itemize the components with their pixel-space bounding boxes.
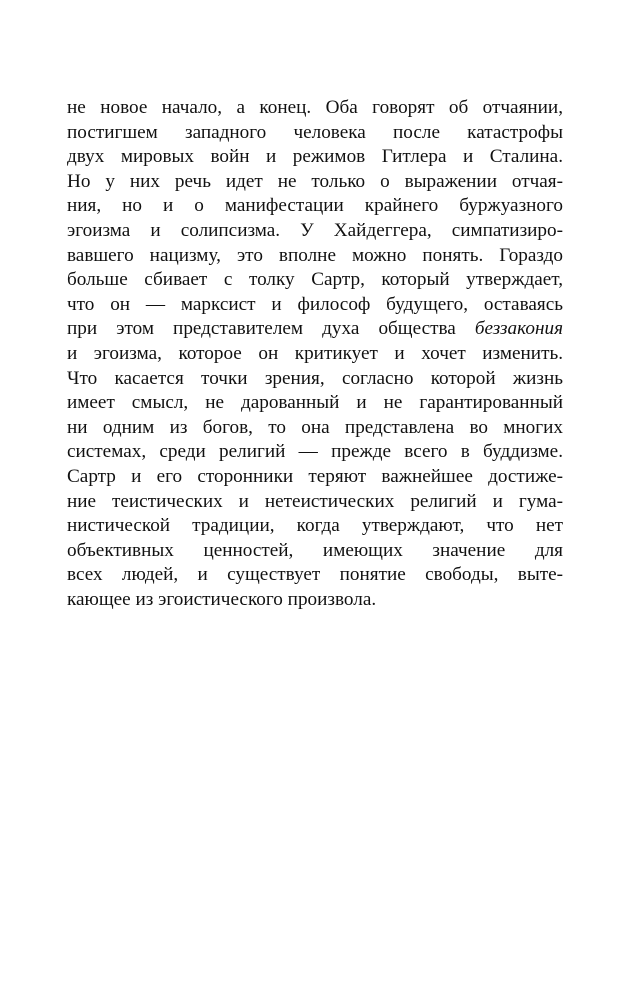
text-line: постигшем западного человека после катастрофы <box>67 121 563 143</box>
text-line: объективных ценностей, имеющих значение для <box>67 539 563 561</box>
text-line: ния, но и о манифестации крайнего буржуазного <box>67 195 563 217</box>
text-line: Но у них речь идет не только о выражении отчая- <box>67 170 563 192</box>
text-line-last: кающее из эгоистического произвола. <box>67 588 377 610</box>
text-line: и эгоизма, которое он критикует и хочет изменить. <box>67 342 563 364</box>
text-line: Сартр и его сторонники теряют важнейшее достиже- <box>67 465 563 487</box>
text-line: эгоизма и солипсизма. У Хайдеггера, симпатизиро- <box>67 219 563 241</box>
text-line: всех людей, и существует понятие свободы, выте- <box>67 564 563 586</box>
text-line: вавшего нацизму, это вполне можно понять. Гораздо <box>67 244 563 266</box>
text-line: двух мировых войн и режимов Гитлера и Сталина. <box>67 146 563 168</box>
text-line: ни одним из богов, то она представлена во многих <box>67 416 563 438</box>
text-segment: при этом представителем духа общества <box>67 318 456 340</box>
body-text <box>67 96 563 612</box>
text-line: больше сбивает с толку Сартр, который утверждает, <box>67 269 563 291</box>
text-line <box>67 317 563 342</box>
text-line: ние теистических и нетеистических религий и гума- <box>67 490 563 512</box>
text-line: не новое начало, а конец. Оба говорят об отчаянии, <box>67 97 563 118</box>
text-line: имеет смысл, не дарованный и не гарантированный <box>67 392 563 414</box>
text-line: системах, среди религий — прежде всего в буддизме. <box>67 441 563 463</box>
text-line: что он — марксист и философ будущего, оставаясь <box>67 293 563 315</box>
text-line: Что касается точки зрения, согласно которой жизнь <box>67 367 563 389</box>
text-line: нистической традиции, когда утверждают, что нет <box>67 515 563 537</box>
italic-emphasis: беззакония <box>474 318 563 340</box>
